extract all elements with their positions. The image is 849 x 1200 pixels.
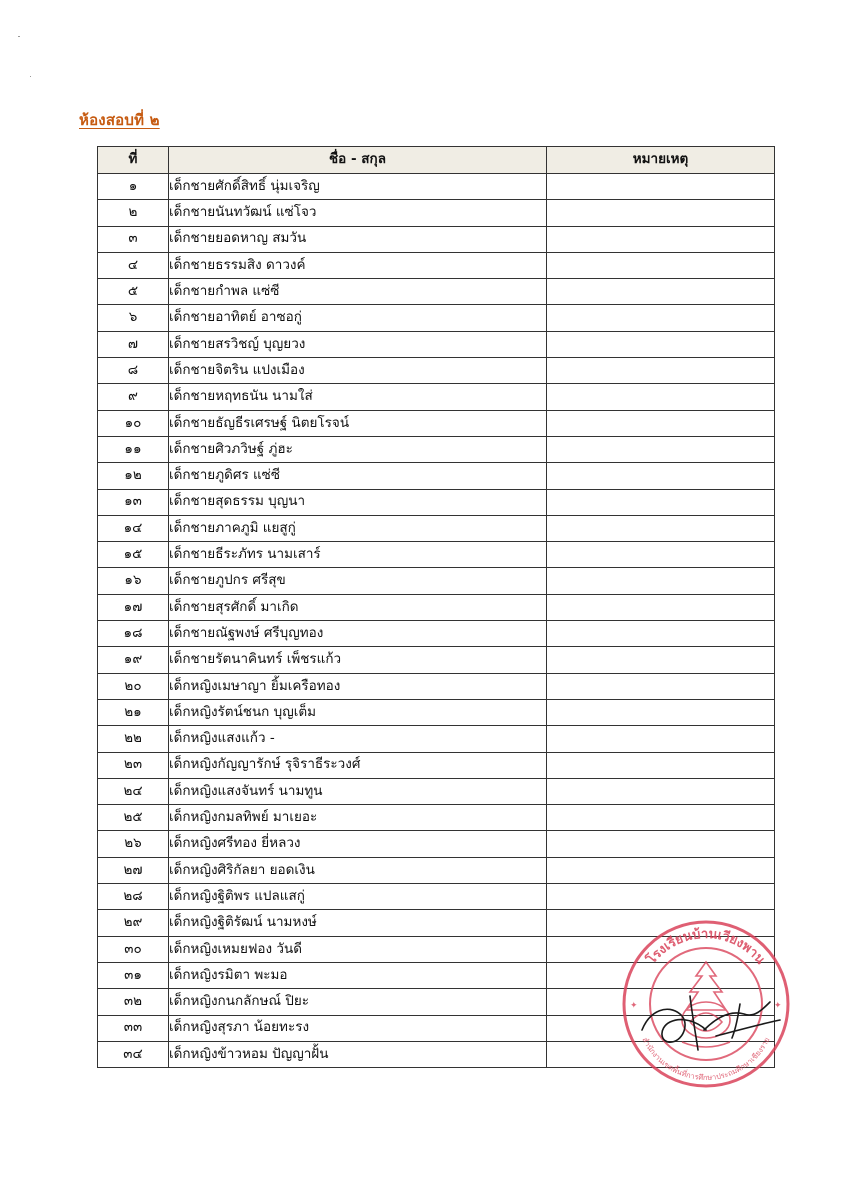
row-number: ๘: [98, 358, 169, 384]
column-header-no: ที่: [98, 147, 169, 174]
row-number: ๒๔: [98, 778, 169, 804]
student-name: เด็กหญิงแสงแก้ว -: [169, 726, 547, 752]
table-row: [98, 358, 775, 384]
student-name: เด็กชายธรรมสิง ดาวงค์: [169, 252, 547, 278]
table-row: [98, 463, 775, 489]
table-row: [98, 726, 775, 752]
table-row: [98, 331, 775, 357]
row-number: ๓๓: [98, 1015, 169, 1041]
table-row: [98, 542, 775, 568]
student-name: เด็กชายภูปกร ศรีสุข: [169, 568, 547, 594]
remark-cell: [547, 174, 775, 200]
student-name: เด็กชายสุรศักดิ์ มาเกิด: [169, 594, 547, 620]
row-number: ๒๓: [98, 752, 169, 778]
remark-cell: [547, 699, 775, 725]
row-number: ๓๒: [98, 989, 169, 1015]
table-row: [98, 621, 775, 647]
table-row: [98, 489, 775, 515]
remark-cell: [547, 542, 775, 568]
row-number: ๔: [98, 252, 169, 278]
remark-cell: [547, 515, 775, 541]
table-row: [98, 594, 775, 620]
table-row: [98, 174, 775, 200]
row-number: ๓: [98, 226, 169, 252]
remark-cell: [547, 279, 775, 305]
column-header-note: หมายเหตุ: [547, 147, 775, 174]
row-number: ๑: [98, 174, 169, 200]
student-name: เด็กหญิงกมลทิพย์ มาเยอะ: [169, 805, 547, 831]
row-number: ๑๑: [98, 436, 169, 462]
remark-cell: [547, 358, 775, 384]
remark-cell: [547, 805, 775, 831]
table-row: [98, 226, 775, 252]
row-number: ๓๑: [98, 962, 169, 988]
row-number: ๒๙: [98, 910, 169, 936]
svg-text:✦: ✦: [630, 1001, 638, 1011]
remark-cell: [547, 621, 775, 647]
student-name: เด็กหญิงรัตน์ชนก บุญเต็ม: [169, 699, 547, 725]
row-number: ๑๗: [98, 594, 169, 620]
remark-cell: [547, 252, 775, 278]
remark-cell: [547, 857, 775, 883]
student-name: เด็กหญิงฐิติพร แปลแสกู่: [169, 884, 547, 910]
student-name: เด็กชายภูดิศร แซ่ซี: [169, 463, 547, 489]
svg-text:โรงเรียนบ้านเวียงพาน: โรงเรียนบ้านเวียงพาน: [644, 926, 768, 968]
table-row: [98, 831, 775, 857]
row-number: ๑๔: [98, 515, 169, 541]
row-number: ๒: [98, 200, 169, 226]
row-number: ๑๕: [98, 542, 169, 568]
remark-cell: [547, 489, 775, 515]
remark-cell: [547, 568, 775, 594]
student-name: เด็กชายธีระภัทร นามเสาร์: [169, 542, 547, 568]
remark-cell: [547, 463, 775, 489]
student-name: เด็กหญิงศิริกัลยา ยอดเงิน: [169, 857, 547, 883]
svg-text:✦: ✦: [774, 1001, 782, 1011]
row-number: ๒๒: [98, 726, 169, 752]
student-name: เด็กหญิงฐิติรัฒน์ นามหงษ์: [169, 910, 547, 936]
remark-cell: [547, 410, 775, 436]
table-row: [98, 568, 775, 594]
school-seal-stamp: [620, 918, 792, 1090]
student-name: เด็กชายจิตริน แปงเมือง: [169, 358, 547, 384]
student-name: เด็กชายยอดหาญ สมวัน: [169, 226, 547, 252]
row-number: ๑๙: [98, 647, 169, 673]
row-number: ๓๔: [98, 1041, 169, 1067]
remark-cell: [547, 831, 775, 857]
table-row: [98, 410, 775, 436]
remark-cell: [547, 436, 775, 462]
table-row: [98, 884, 775, 910]
student-name: เด็กหญิงกนกลักษณ์ ปิยะ: [169, 989, 547, 1015]
student-name: เด็กชายศักดิ์สิทธิ์ นุ่มเจริญ: [169, 174, 547, 200]
remark-cell: [547, 647, 775, 673]
table-row: [98, 436, 775, 462]
table-row: [98, 699, 775, 725]
table-row: [98, 857, 775, 883]
student-name: เด็กชายณัฐพงษ์ ศรีบุญทอง: [169, 621, 547, 647]
table-row: [98, 647, 775, 673]
student-name: เด็กหญิงเมษาญา ยิ้มเครือทอง: [169, 673, 547, 699]
student-name: เด็กหญิงแสงจันทร์ นามทูน: [169, 778, 547, 804]
table-row: [98, 778, 775, 804]
table-row: [98, 252, 775, 278]
row-number: ๒๗: [98, 857, 169, 883]
row-number: ๒๐: [98, 673, 169, 699]
student-name: เด็กชายสุดธรรม บุญนา: [169, 489, 547, 515]
student-name: เด็กหญิงเหมยฟอง วันดี: [169, 936, 547, 962]
remark-cell: [547, 673, 775, 699]
svg-text:สำนักงานเขตพื้นที่การศึกษาประถ: สำนักงานเขตพื้นที่การศึกษาประถมศึกษาเชียงราย: [640, 1035, 772, 1083]
row-number: ๙: [98, 384, 169, 410]
row-number: ๑๒: [98, 463, 169, 489]
row-number: ๒๖: [98, 831, 169, 857]
table-row: [98, 515, 775, 541]
student-name: เด็กหญิงสุรภา น้อยทะรง: [169, 1015, 547, 1041]
remark-cell: [547, 752, 775, 778]
row-number: ๓๐: [98, 936, 169, 962]
scan-speck: [18, 36, 20, 37]
remark-cell: [547, 778, 775, 804]
remark-cell: [547, 331, 775, 357]
column-header-name: ชื่อ - สกุล: [169, 147, 547, 174]
student-name: เด็กชายหฤทธนัน นามใส่: [169, 384, 547, 410]
table-row: [98, 805, 775, 831]
table-row: [98, 673, 775, 699]
student-name: เด็กหญิงกัญญารักษ์ รุจิราธีระวงศ์: [169, 752, 547, 778]
table-row: [98, 279, 775, 305]
row-number: ๒๑: [98, 699, 169, 725]
table-row: [98, 752, 775, 778]
student-name: เด็กชายภาคภูมิ แยสูกู่: [169, 515, 547, 541]
table-row: [98, 305, 775, 331]
remark-cell: [547, 726, 775, 752]
scan-speck: [30, 76, 31, 77]
student-name: เด็กชายอาทิตย์ อาซอกู่: [169, 305, 547, 331]
table-header-row: [98, 147, 775, 174]
remark-cell: [547, 384, 775, 410]
row-number: ๗: [98, 331, 169, 357]
remark-cell: [547, 226, 775, 252]
student-name: เด็กหญิงข้าวหอม ปัญญาฝั้น: [169, 1041, 547, 1067]
student-name: เด็กชายรัตนาคินทร์ เพ็ชรแก้ว: [169, 647, 547, 673]
row-number: ๕: [98, 279, 169, 305]
row-number: ๒๕: [98, 805, 169, 831]
remark-cell: [547, 594, 775, 620]
student-name: เด็กหญิงศรีทอง ยี่หลวง: [169, 831, 547, 857]
table-row: [98, 384, 775, 410]
student-name: เด็กชายศิวภวิษฐ์ ภู่ฮะ: [169, 436, 547, 462]
exam-room-heading: ห้องสอบที่ ๒: [79, 111, 160, 129]
row-number: ๑๘: [98, 621, 169, 647]
row-number: ๑๖: [98, 568, 169, 594]
student-name: เด็กชายสรวิชญ์ บุญยวง: [169, 331, 547, 357]
remark-cell: [547, 200, 775, 226]
row-number: ๑๐: [98, 410, 169, 436]
student-name: เด็กหญิงรมิตา พะมอ: [169, 962, 547, 988]
row-number: ๑๓: [98, 489, 169, 515]
remark-cell: [547, 305, 775, 331]
table-row: [98, 200, 775, 226]
row-number: ๒๘: [98, 884, 169, 910]
remark-cell: [547, 884, 775, 910]
row-number: ๖: [98, 305, 169, 331]
student-name: เด็กชายกำพล แซ่ซี: [169, 279, 547, 305]
student-name: เด็กชายนันทวัฒน์ แซ่โจว: [169, 200, 547, 226]
student-name: เด็กชายธัญธีรเศรษฐ์ นิตยโรจน์: [169, 410, 547, 436]
